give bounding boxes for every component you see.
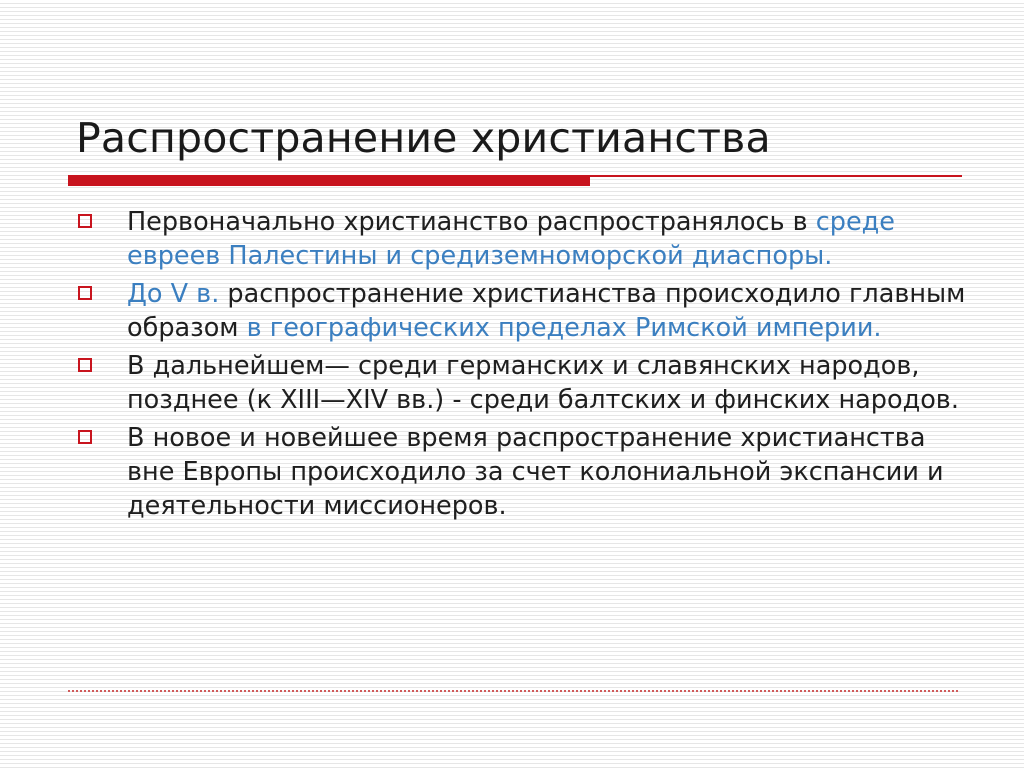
bullet-2-text: распространение христианства происходило главным образом — [127, 279, 966, 343]
slide-title: Распространение христианства — [76, 114, 771, 162]
bullet-item-4 — [76, 421, 976, 523]
hollow-square-icon — [78, 358, 92, 372]
footer-divider — [68, 690, 958, 692]
bullet-item-2 — [76, 277, 976, 345]
bullet-2-highlight-period: До V в. — [127, 279, 220, 309]
bullet-2-highlight-region: в географических пределах Римской империи. — [246, 313, 882, 343]
bullet-1-text: Первоначально христианство распространялось в — [127, 207, 816, 237]
title-underline-thin — [590, 175, 962, 177]
hollow-square-icon — [78, 430, 92, 444]
bullet-item-1 — [76, 205, 976, 273]
bullet-3-text: В дальнейшем— среди германских и славянских народов, позднее (к XIII—XIV вв.) - среди балтских и финских народов. — [127, 351, 959, 415]
bullet-list — [76, 205, 976, 527]
bullet-4-text: В новое и новейшее время распространение христианства вне Европы происходило за счет колониальной экспансии и деятельности миссионеров. — [127, 423, 944, 521]
bullet-item-3 — [76, 349, 976, 417]
bullet-1-highlight: среде евреев Палестины и средиземноморской диаспоры. — [127, 207, 895, 271]
hollow-square-icon — [78, 286, 92, 300]
title-underline-thick — [68, 175, 590, 186]
hollow-square-icon — [78, 214, 92, 228]
